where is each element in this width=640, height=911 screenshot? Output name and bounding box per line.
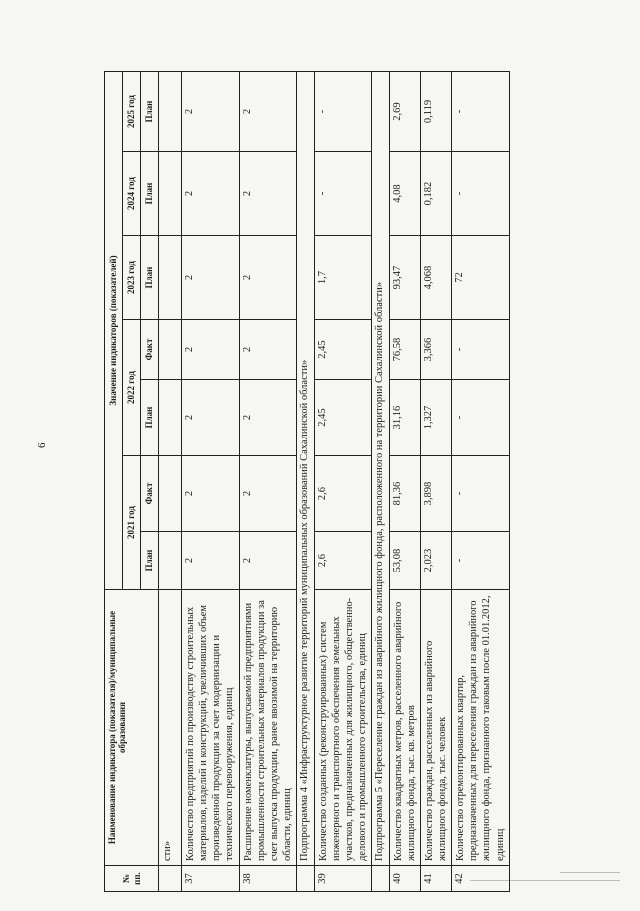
table-cell (297, 866, 315, 892)
table-row (452, 72, 510, 892)
indicator-value: 81,36 (389, 456, 420, 532)
table-cell (159, 152, 182, 236)
indicator-value: 2,69 (389, 72, 420, 152)
indicator-value: 93,47 (389, 236, 420, 320)
indicator-value: - (452, 72, 510, 152)
indicator-name: Количество предприятий по производству строительных материалов, изделий и конструкций, увеличивших объем произведенной продукции за счет модернизации и технического перевооружения, единиц (182, 590, 240, 866)
indicator-value: 4,08 (389, 152, 420, 236)
row-number: 41 (420, 866, 451, 892)
indicator-value: 31,16 (389, 380, 420, 456)
header-sub: План (141, 532, 159, 590)
indicator-value: 0,182 (420, 152, 451, 236)
indicator-value: 2 (239, 380, 297, 456)
header-sub: План (141, 152, 159, 236)
header-name: Наименование индикатора (показателя)/муниципальные образования (105, 590, 159, 866)
indicator-value: - (314, 72, 372, 152)
continuation-text: сти» (159, 590, 182, 866)
table-cell (159, 236, 182, 320)
row-number: 39 (314, 866, 372, 892)
indicator-value: 2 (239, 456, 297, 532)
header-year: 2021 год (123, 456, 141, 590)
indicator-value: - (452, 320, 510, 380)
indicator-name: Количество граждан, расселенных из аварийного жилищного фонда, тыс. человек (420, 590, 451, 866)
header-num: № пп. (105, 866, 159, 892)
table-cell (159, 72, 182, 152)
indicator-value: 1,7 (314, 236, 372, 320)
header-values-group: Значение индикаторов (показателей) (105, 72, 123, 590)
table-row (314, 72, 372, 892)
table-cell (159, 456, 182, 532)
indicator-value: 2 (239, 532, 297, 590)
indicator-value: 2 (182, 72, 240, 152)
indicator-value: 0,119 (420, 72, 451, 152)
row-number: 42 (452, 866, 510, 892)
table-row (389, 72, 420, 892)
indicator-value: 2 (239, 72, 297, 152)
indicator-value: 1,327 (420, 380, 451, 456)
indicator-value: - (452, 532, 510, 590)
header-year: 2025 год (123, 72, 141, 152)
rotated-table-area (104, 72, 510, 892)
indicator-value: 2,023 (420, 532, 451, 590)
header-sub: Факт (141, 456, 159, 532)
header-year: 2024 год (123, 152, 141, 236)
indicator-value: 2 (239, 320, 297, 380)
indicator-value: 2 (239, 152, 297, 236)
indicator-value: 2 (182, 152, 240, 236)
indicator-name: Расширение номенклатуры, выпускаемой предприятиями промышленности строительных материалов продукции за счет выпуска продукции, ранее ввозимой на территорию области, единиц (239, 590, 297, 866)
subprogram-title: Подпрограмма 4 «Инфраструктурное развитие территорий муниципальных образований Сахалинской области» (297, 72, 315, 866)
indicator-value: 2 (239, 236, 297, 320)
indicator-value: 53,08 (389, 532, 420, 590)
indicator-value: 2 (182, 320, 240, 380)
header-year: 2023 год (123, 236, 141, 320)
continuation-row (159, 72, 182, 892)
indicator-value: 4,068 (420, 236, 451, 320)
indicator-name: Количество квадратных метров, расселенного аварийного жилищного фонда, тыс. кв. метров (389, 590, 420, 866)
indicator-value: 2,45 (314, 380, 372, 456)
table-row (420, 72, 451, 892)
scan-artifact-line (560, 872, 620, 873)
indicator-value: 2 (182, 380, 240, 456)
indicator-value: 2 (182, 532, 240, 590)
table-row (182, 72, 240, 892)
indicator-name: Количество отремонтированных квартир, предназначенных для переселения граждан из аварийного жилищного фонда, признанного таковым после 01.01.2012, единиц (452, 590, 510, 866)
header-sub: Факт (141, 320, 159, 380)
indicator-value: 72 (452, 236, 510, 320)
table-cell (159, 380, 182, 456)
table-body (159, 72, 510, 892)
indicator-value: - (452, 152, 510, 236)
table-head (105, 72, 159, 892)
subprogram-title: Подпрограмма 5 «Переселение граждан из аварийного жилищного фонда, расположенного на территории Сахалинской области» (372, 72, 390, 866)
indicator-value: 2,6 (314, 532, 372, 590)
indicator-name: Количество созданных (реконструированных) систем инженерного и транспортного обеспечения земельных участков, предназначенных для жилищного, общественно-делового и промышленного строительства, единиц (314, 590, 372, 866)
table-row (239, 72, 297, 892)
indicator-value: 2,45 (314, 320, 372, 380)
table-cell (159, 866, 182, 892)
indicator-value: 2 (182, 236, 240, 320)
header-sub: План (141, 72, 159, 152)
indicator-value: 2 (182, 456, 240, 532)
indicator-value: 76,58 (389, 320, 420, 380)
header-sub: План (141, 236, 159, 320)
page-number: 6 (36, 442, 48, 448)
row-number: 38 (239, 866, 297, 892)
indicator-value: 3,366 (420, 320, 451, 380)
table-cell (159, 532, 182, 590)
table-cell (159, 320, 182, 380)
table-frame (104, 72, 510, 892)
subprogram-row (372, 72, 390, 892)
row-number: 40 (389, 866, 420, 892)
indicator-value: 2,6 (314, 456, 372, 532)
table-cell (372, 866, 390, 892)
subprogram-row (297, 72, 315, 892)
header-sub: План (141, 380, 159, 456)
indicator-value: - (314, 152, 372, 236)
indicators-table (104, 71, 510, 892)
indicator-value: 3,898 (420, 456, 451, 532)
header-year: 2022 год (123, 320, 141, 456)
indicator-value: - (452, 456, 510, 532)
row-number: 37 (182, 866, 240, 892)
indicator-value: - (452, 380, 510, 456)
